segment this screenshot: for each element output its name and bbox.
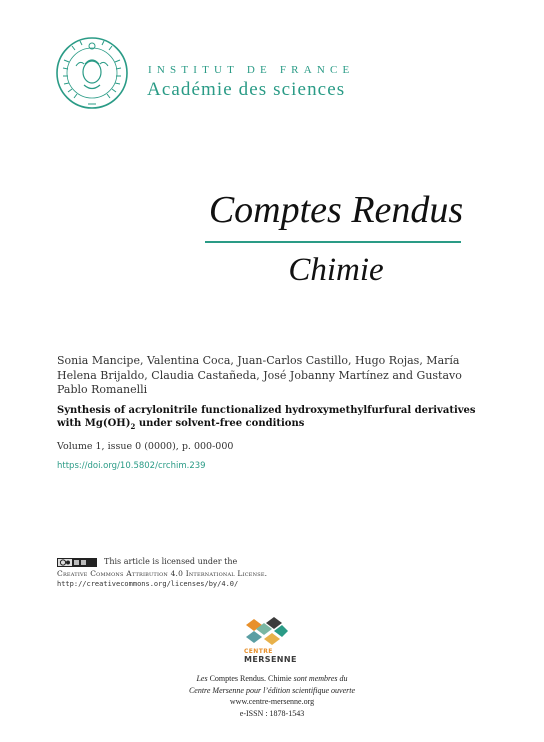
footer-line-2: Centre Mersenne pour l’édition scientifique ouverte [188, 685, 356, 695]
footer-issn: e-ISSN : 1878-1543 [239, 708, 305, 718]
license-url[interactable]: http://creativecommons.org/licenses/by/4.0/ [57, 580, 239, 588]
license-name-link[interactable]: Creative Commons Attribution 4.0 International License. [57, 569, 268, 578]
doi-link[interactable]: https://doi.org/10.5802/crchim.239 [57, 461, 206, 471]
article-title [57, 405, 477, 433]
volume-info: Volume 1, issue 0 (0000), p. 000-000 [57, 441, 234, 452]
journal-section: Chimie [288, 252, 384, 288]
footer-url[interactable]: www.centre-mersenne.org [229, 697, 315, 706]
mersenne-word-centre: CENTRE [244, 648, 273, 655]
institution-top: INSTITUT DE FRANCE [148, 64, 355, 76]
academie-seal-icon [54, 30, 130, 120]
institution-bottom: Académie des sciences [147, 79, 346, 100]
footer-journal: Comptes Rendus. Chimie [207, 674, 294, 683]
authors: Sonia Mancipe, Valentina Coca, Juan-Carlos Castillo, Hugo Rojas, María Helena Brijaldo, Claudia Castañeda, José Jobanny Martínez and Gustavo Pablo Romanelli [57, 354, 462, 396]
journal-title: Comptes Rendus [208, 189, 464, 231]
title-divider [205, 241, 461, 243]
article-title-part2: under solvent-free conditions [135, 417, 305, 429]
mersenne-word-mersenne: MERSENNE [244, 655, 297, 664]
article-title-part1: Synthesis of acrylonitrile functionalized hydroxymethylfurfural derivatives with Mg(OH) [57, 405, 476, 429]
cc-by-icon[interactable] [57, 558, 97, 567]
footer-members: sont membres du [293, 674, 348, 683]
license-line-1: This article is licensed under the [104, 557, 238, 566]
mersenne-footer [150, 673, 394, 719]
footer-les: Les [196, 674, 208, 683]
article-title-subscript: 2 [130, 421, 136, 431]
footer-line-1 [150, 673, 394, 685]
centre-mersenne-logo-icon [244, 617, 288, 651]
